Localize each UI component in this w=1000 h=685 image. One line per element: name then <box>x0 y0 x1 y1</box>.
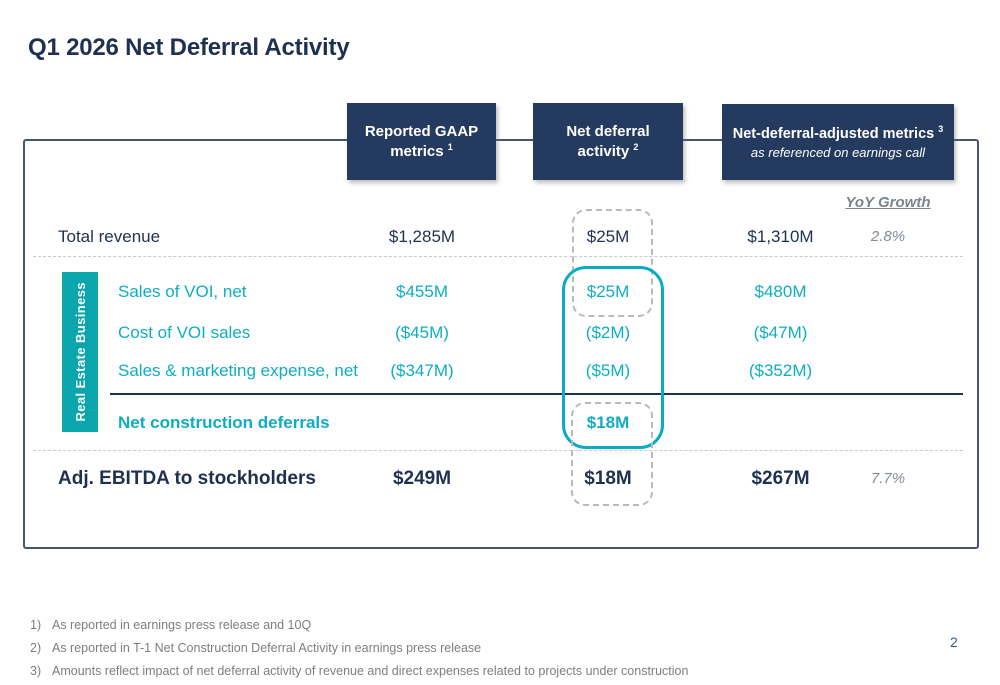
deferral-value: $18M <box>586 413 630 432</box>
header-net-deferral-activity <box>533 103 683 180</box>
footnote-text: As reported in earnings press release and 10Q <box>52 618 312 632</box>
deferral-value: ($2M) <box>585 323 631 342</box>
adjusted-value: ($352M) <box>748 361 813 380</box>
gaap-value: ($347M) <box>390 361 454 380</box>
table-row-cost-of-voi-sales <box>0 320 1000 346</box>
table-row-sales-marketing-expense <box>0 358 1000 384</box>
deferral-value: $25M <box>586 227 630 246</box>
deferral-value: $25M <box>586 282 630 301</box>
divider-dashed-under-total-revenue <box>33 256 963 257</box>
table-row-total-revenue <box>0 224 1000 250</box>
row-label: Sales & marketing expense, net <box>118 361 359 380</box>
real-estate-business-label: Real Estate Business <box>72 282 88 422</box>
footnote-2 <box>30 641 688 655</box>
page-title: Q1 2026 Net Deferral Activity <box>28 34 350 61</box>
header-subtitle: as referenced on earnings call <box>750 145 926 161</box>
row-label: Net construction deferrals <box>118 413 330 432</box>
deferral-value: $18M <box>584 468 632 489</box>
header-text: metrics <box>390 142 444 160</box>
header-line <box>733 124 944 144</box>
row-label: Total revenue <box>58 227 161 246</box>
page-number: 2 <box>950 634 958 650</box>
header-text: Net deferral <box>566 123 650 140</box>
header-line <box>566 122 649 161</box>
row-label: Cost of VOI sales <box>118 323 251 342</box>
gaap-value: $1,285M <box>388 227 456 246</box>
footnote-marker: 2 <box>633 141 639 152</box>
header-text: activity <box>577 142 630 160</box>
footnote-marker: 1 <box>447 141 453 152</box>
footnote-number: 3) <box>30 664 42 678</box>
header-line <box>365 122 478 161</box>
divider-solid-above-net-construction <box>110 393 963 395</box>
footnote-3 <box>30 664 688 678</box>
gaap-value: ($45M) <box>395 323 449 342</box>
header-text: Net-deferral-adjusted metrics <box>732 125 935 142</box>
row-label: Sales of VOI, net <box>118 282 247 301</box>
adjusted-value: $480M <box>754 282 807 301</box>
adjusted-value: $1,310M <box>747 227 814 246</box>
adjusted-value: ($47M) <box>753 323 808 342</box>
gaap-value: $249M <box>392 468 452 489</box>
gaap-value: $455M <box>396 282 448 301</box>
footnote-text: As reported in T-1 Net Construction Deferral Activity in earnings press release <box>52 641 482 655</box>
yoy-value: 7.7% <box>870 470 906 487</box>
footnote-text: Amounts reflect impact of net deferral activity of revenue and direct expenses related to projects under construction <box>52 664 689 678</box>
footnote-marker: 3 <box>938 123 944 134</box>
adjusted-value: $267M <box>751 468 810 489</box>
divider-dashed-above-ebitda <box>33 450 963 451</box>
footnote-1 <box>30 618 688 632</box>
table-row-net-construction-deferrals <box>0 410 1000 436</box>
deferral-value: ($5M) <box>585 361 631 380</box>
yoy-value: 2.8% <box>870 228 906 245</box>
footnote-number: 1) <box>30 618 42 632</box>
footnote-number: 2) <box>30 641 42 655</box>
real-estate-business-band <box>62 272 98 432</box>
header-text: Reported GAAP <box>364 123 479 140</box>
footnotes <box>30 618 688 685</box>
table-row-sales-of-voi <box>0 279 1000 305</box>
table-row-adj-ebitda <box>0 464 1000 494</box>
row-label: Adj. EBITDA to stockholders <box>58 468 316 489</box>
header-reported-gaap-metrics <box>347 103 496 180</box>
yoy-growth-column-header: YoY Growth <box>845 194 931 211</box>
header-net-deferral-adjusted-metrics <box>722 104 954 180</box>
